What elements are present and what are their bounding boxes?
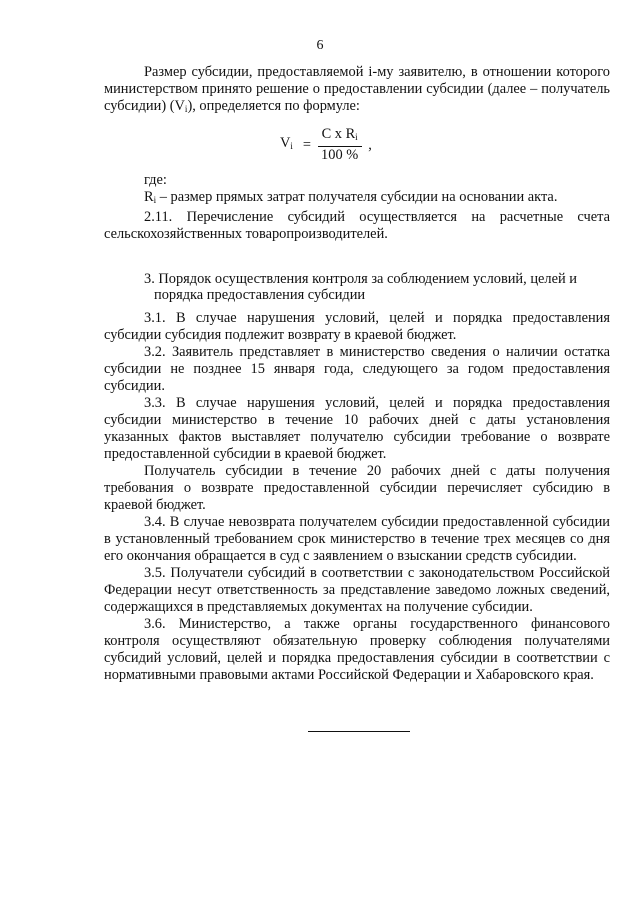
formula [280,126,610,164]
formula-trailing: , [368,136,372,153]
paragraph-3-6: 3.6. Министерство, а также органы государственного финансового контроля осуществляют обязательную проверку соблюдения получателями субсидий условий, целей и порядка предоставления субсидии в соответствии с нормативными правовыми актами Российской Федерации и Хабаровского края. [104,616,610,683]
paragraph-ri-definition: $R_i$ – размер прямых затрат получателя субсидии на основании акта. [144,189,558,205]
formula-fraction [317,126,362,164]
formula-equals: = [302,136,312,153]
formula-numerator: C x $R_i$ [318,126,362,147]
paragraph-2-11: 2.11. Перечисление субсидий осуществляется на расчетные счета сельскохозяйственных товаропроизводителей. [104,209,610,242]
paragraph-3-1: 3.1. В случае нарушения условий, целей и порядка предоставления субсидии субсидия подлежит возврату в краевой бюджет. [104,310,610,343]
page-number: 6 [316,38,324,53]
end-of-document-rule [308,731,410,732]
formula-denominator: 100 % [321,147,359,163]
paragraph-3-5: 3.5. Получатели субсидий в соответствии с законодательством Российской Федерации несут ответственность за представление заведомо ложных сведений, содержащихся в представляемых документах на получение субсидии. [104,565,610,615]
section-3-heading [104,271,610,303]
paragraph-3-4: 3.4. В случае невозврата получателем субсидии предоставленной субсидии в установленный требованием срок министерство в течение трех месяцев со дня его окончания обращается в суд с заявлением о взыскании средств субсидии. [104,514,610,564]
paragraph-3-2: 3.2. Заявитель представляет в министерство сведения о наличии остатка субсидии не позднее 15 января года, следующего за годом предоставления субсидии. [104,344,610,394]
section-3-heading-line2: порядка предоставления субсидии [154,287,366,303]
paragraph-3-3-continued: Получатель субсидии в течение 20 рабочих дней с даты получения требования о возврате предоставленной субсидии перечисляет субсидию в краевой бюджет. [104,463,610,513]
paragraph-3-3: 3.3. В случае нарушения условий, целей и порядка предоставления субсидии министерство в течение 10 рабочих дней с даты установления указанных фактов выставляет получателю субсидии требование о возврате предоставленной субсидии в краевой бюджет. [104,395,610,462]
document-body [104,64,610,684]
paragraph-where: где: [144,172,167,188]
section-3-heading-line1: 3. Порядок осуществления контроля за соблюдением условий, целей и [144,271,577,287]
paragraph-intro: Размер субсидии, предоставляемой i-му заявителю, в отношении которого министерством принято решение о предоставлении субсидии (далее – получатель субсидии) $(V_i)$, определяется по формуле: [104,64,610,114]
formula-lhs: $V_i$ [280,135,293,151]
